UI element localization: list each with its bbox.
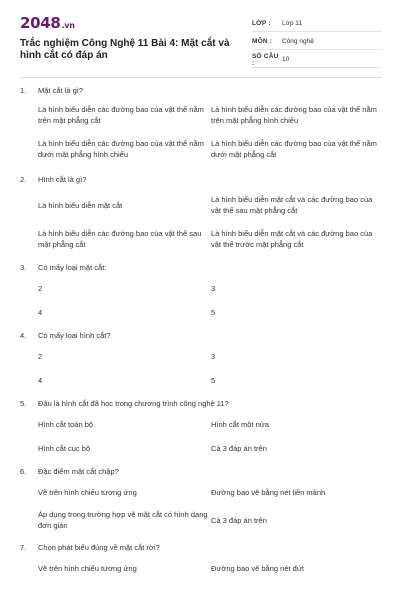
question-number: 7.: [20, 542, 27, 552]
options-4: [20, 346, 382, 390]
logo-suffix: .vn: [61, 21, 75, 30]
question-5: [20, 396, 382, 410]
option-c[interactable]: Là hình biểu diễn các đường bao của vật thể nằm dưới mặt phẳng hình chiếu: [38, 139, 204, 159]
question-text: Có mấy loại hình cắt?: [38, 330, 111, 340]
options-6: [20, 482, 382, 534]
question-text: Có mấy loại mặt cắt:: [38, 262, 107, 272]
options-5: [20, 414, 382, 458]
option-a[interactable]: Vẽ trên hình chiếu tương ứng: [38, 563, 137, 573]
header-divider: [20, 77, 382, 78]
option-a[interactable]: Là hình biểu diễn các đường bao của vật thể nằm trên mặt phẳng cắt: [38, 105, 204, 125]
option-d[interactable]: Cả 3 đáp án trên: [211, 443, 267, 453]
question-number: 5.: [20, 398, 27, 408]
options-2: [20, 190, 382, 254]
option-c[interactable]: 4: [38, 375, 43, 385]
question-text: Mặt cắt là gì?: [38, 85, 84, 95]
option-c[interactable]: Hình cắt cục bộ: [38, 443, 91, 453]
option-a[interactable]: Là hình biểu diễn mặt cắt: [38, 200, 123, 210]
option-b[interactable]: 3: [211, 351, 216, 361]
meta-count: [252, 52, 382, 68]
option-a[interactable]: 2: [38, 283, 43, 293]
question-1: [20, 83, 382, 97]
option-b[interactable]: Hình cắt một nửa: [211, 419, 269, 429]
option-b[interactable]: Đường bao vẽ bằng nét liền mảnh: [211, 487, 326, 497]
option-b[interactable]: Là hình biểu diễn mặt cắt và các đường bao của vật thể sau mặt phẳng cắt: [211, 195, 373, 215]
meta-class: [252, 16, 382, 32]
option-b[interactable]: Đường bao vẽ bằng nét đứt: [211, 563, 304, 573]
meta-count-value: 10: [282, 56, 290, 63]
question-4: [20, 328, 382, 342]
option-a[interactable]: Hình cắt toàn bộ: [38, 419, 94, 429]
question-number: 1.: [20, 85, 27, 95]
question-number: 2.: [20, 174, 27, 184]
page-title: Trắc nghiệm Công Nghệ 11 Bài 4: Mặt cắt và hình cắt có đáp án: [20, 38, 230, 61]
options-7: [20, 558, 382, 578]
option-a[interactable]: 2: [38, 351, 43, 361]
question-text: Hình cắt là gì?: [38, 174, 87, 184]
option-b[interactable]: 3: [211, 283, 216, 293]
option-d[interactable]: Cả 3 đáp án trên: [211, 515, 267, 525]
option-c[interactable]: Là hình biểu diễn các đường bao của vật thể sau mặt phẳng cắt: [38, 229, 202, 249]
question-text: Chọn phát biểu đúng về mặt cắt rời?: [38, 542, 160, 552]
options-1: [20, 100, 382, 164]
question-number: 4.: [20, 330, 27, 340]
question-2: [20, 172, 382, 186]
question-3: [20, 260, 382, 274]
meta-class-value: Lớp 11: [282, 20, 303, 27]
question-7: [20, 540, 382, 554]
option-c[interactable]: Áp dụng trong trường hợp vẽ mặt cắt có hình dạng đơn giản: [38, 510, 208, 530]
meta-subject-label: MÔN :: [252, 38, 273, 45]
meta-info: [252, 16, 382, 68]
meta-count-label: SỐ CÂU :: [252, 52, 279, 67]
question-text: Đặc điểm mặt cắt chập?: [38, 466, 119, 476]
logo-main: 2048: [20, 14, 61, 32]
meta-class-label: LỚP :: [252, 20, 271, 27]
option-d[interactable]: 5: [211, 307, 216, 317]
question-number: 6.: [20, 466, 27, 476]
question-6: [20, 464, 382, 478]
option-d[interactable]: 5: [211, 375, 216, 385]
meta-subject-value: Công nghệ: [282, 38, 314, 45]
options-3: [20, 278, 382, 322]
page-header: [0, 0, 400, 72]
option-a[interactable]: Vẽ trên hình chiếu tương ứng: [38, 487, 137, 497]
question-list: [20, 80, 382, 578]
option-d[interactable]: Là hình biểu diễn các đường bao của vật thể nằm dưới mặt phẳng cắt: [211, 139, 377, 159]
question-text: Đâu là hình cắt đã học trong chương trình công nghệ 11?: [38, 398, 229, 408]
meta-subject: [252, 34, 382, 50]
option-c[interactable]: 4: [38, 307, 43, 317]
question-number: 3.: [20, 262, 27, 272]
option-b[interactable]: Là hình biểu diễn các đường bao của vật thể nằm trên mặt phẳng hình chiếu: [211, 105, 377, 125]
option-d[interactable]: Là hình biểu diễn mặt cắt và các đường bao của vật thể trước mặt phẳng cắt: [211, 229, 373, 249]
